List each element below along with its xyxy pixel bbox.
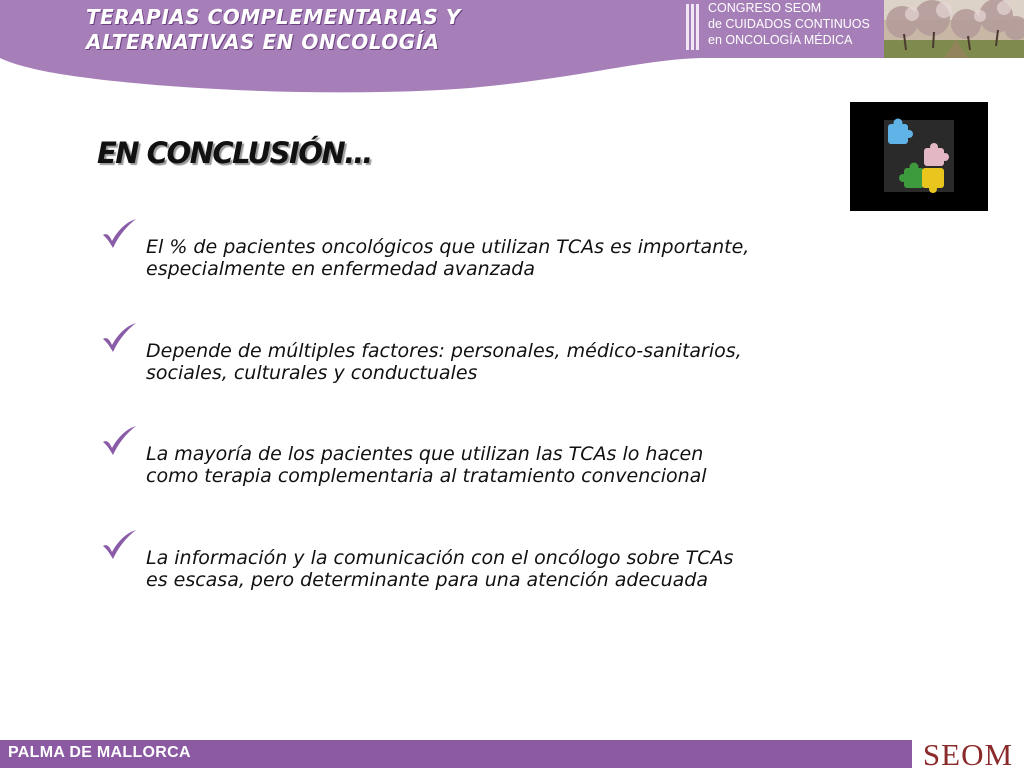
checkmark-icon — [100, 321, 138, 355]
conclusion-item — [100, 329, 880, 389]
conclusion-text — [146, 340, 742, 384]
checkmark-icon — [100, 528, 138, 562]
conclusion-item — [100, 225, 880, 285]
footer-bar — [0, 737, 1024, 772]
conclusion-text-line-1: Depende de múltiples factores: personales, médico-sanitarios, — [146, 340, 742, 362]
checkmark-icon — [100, 217, 138, 251]
checkmark-icon — [100, 424, 138, 458]
congress-name-line-1: CONGRESO SEOM — [708, 1, 822, 15]
congress-name-line-2: de CUIDADOS CONTINUOS — [708, 17, 870, 31]
conclusion-item — [100, 432, 880, 492]
congress-logo — [682, 0, 884, 58]
header-landscape-photo — [884, 0, 1024, 58]
congress-name-line-3: en ONCOLOGÍA MÉDICA — [708, 33, 853, 47]
conclusion-text-line-2: como terapia complementaria al tratamiento convencional — [146, 465, 707, 487]
footer-city-label: PALMA DE MALLORCA — [8, 744, 191, 761]
presentation-title-line-2: ALTERNATIVAS EN ONCOLOGÍA — [86, 30, 440, 54]
seom-logo: SEOM — [912, 740, 1024, 768]
conclusion-text — [146, 547, 733, 591]
presentation-title — [86, 5, 461, 55]
conclusion-text — [146, 443, 707, 487]
congress-logo-text — [708, 0, 870, 48]
slide-title: EN CONCLUSIÓN… — [97, 136, 372, 170]
conclusion-text-line-1: La información y la comunicación con el oncólogo sobre TCAs — [146, 547, 734, 569]
conclusion-text-line-2: sociales, culturales y conductuales — [146, 362, 478, 384]
presentation-title-line-1: TERAPIAS COMPLEMENTARIAS Y — [86, 5, 461, 29]
conclusion-text-line-2: especialmente en enfermedad avanzada — [146, 258, 535, 280]
conclusion-item — [100, 536, 880, 596]
puzzle-pieces-image — [850, 102, 988, 211]
conclusion-text-line-1: El % de pacientes oncológicos que utilizan TCAs es importante, — [146, 236, 750, 258]
conclusion-text — [146, 236, 749, 280]
conclusion-text-line-1: La mayoría de los pacientes que utilizan las TCAs lo hacen — [146, 443, 704, 465]
conclusion-text-line-2: es escasa, pero determinante para una atención adecuada — [146, 569, 708, 591]
congress-logo-bars-icon — [686, 4, 704, 50]
